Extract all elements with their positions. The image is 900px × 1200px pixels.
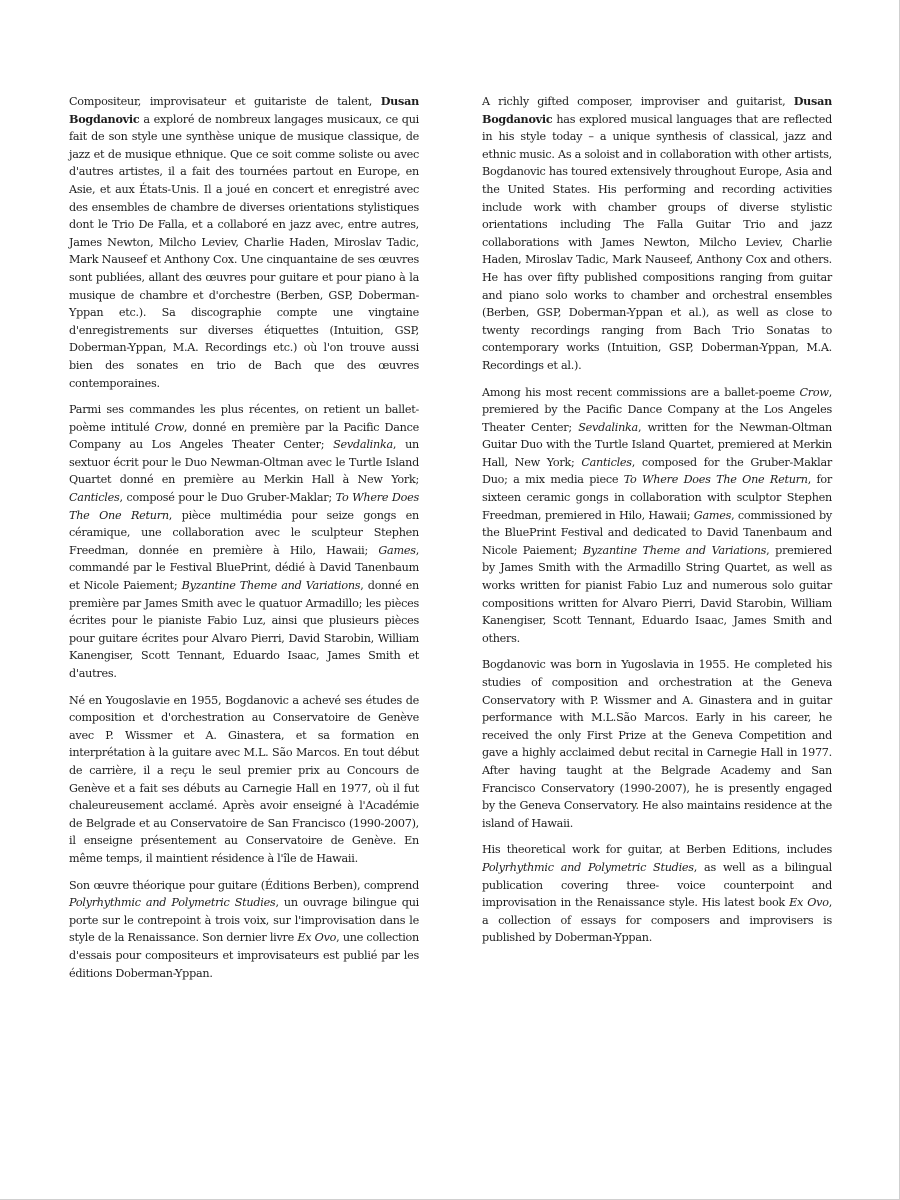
composer-name: Dusan Bogdanovic (482, 94, 832, 126)
english-paragraph-biography: Bogdanovic was born in Yugoslavia in 1955. He completed his studies of composition and orchestration at the Geneva Conservatory with P. Wissmer and A. Ginastera and in guitar performance with M.L.São Marcos. Early in his career, he received the only First Prize at the Geneva Competition and gave a highly acclaimed debut recital in Carnegie Hall in 1977. After having taught at the Belgrade Academy and San Francisco Conservatory (1990-2007), he is presently engaged by the Geneva Conservatory. He also maintains residence at the island of Hawaii. (482, 658, 832, 830)
work-title: To Where Does The One Return (69, 491, 419, 522)
french-paragraph-biography: Né en Yougoslavie en 1955, Bogdanovic a achevé ses études de composition et d'orchestration au Conservatoire de Genève avec P. Wissmer et A. Ginastera, et sa formation en interprétation à la guitare avec M.L. São Marcos. En tout début de carrière, il a reçu le seul premier prix au Concours de Genève et a fait ses débuts au Carnegie Hall en 1977, où il fut chaleureusement acclamé. Après avoir enseigné à l'Académie de Belgrade et au Conservatoire de San Francisco (1990-2007), il enseigne présentement au Conservatoire de Genève. En même temps, il maintient résidence à l'île de Hawaii. (69, 693, 419, 865)
text-span: A richly gifted composer, improviser and guitarist, (482, 95, 794, 108)
composer-name: Dusan Bogdanovic (69, 94, 419, 126)
work-title: Games (693, 508, 732, 522)
work-title: Byzantine Theme and Variations (181, 579, 361, 593)
work-title: To Where Does The One Return (623, 473, 808, 487)
work-title: Crow (154, 420, 184, 434)
french-paragraph-intro (69, 93, 419, 392)
english-column (482, 93, 832, 956)
text-span: Among his most recent commissions are a ballet-poeme (482, 385, 800, 399)
text-span: , as well as a bilingual publication covering three- voice counterpoint and improvisation in the Renaissance style. His latest book (482, 860, 832, 910)
text-span: , commissioned by the BluePrint Festival and dedicated to David Tanenbaum and Nicole Paiement; (482, 508, 832, 557)
text-span: , composed for the Gruber-Maklar Duo; a mix media piece (482, 455, 832, 487)
text-span: , donné en première par la Pacific Dance Company au Los Angeles Theater Center; (69, 420, 419, 452)
work-title: Sevdalinka (578, 420, 638, 434)
text-span: His theoretical work for guitar, at Berben Editions, includes (482, 843, 832, 857)
text-span: Compositeur, improvisateur et guitariste de talent, (69, 95, 381, 108)
text-span: , donné en première par James Smith avec le quatuor Armadillo; les pièces écrites pour le pianiste Fabio Luz, ainsi que plusieurs pièces pour guitare écrites pour Alvaro Pierri, David Starobin, William Kanengiser, Scott Tennant, Eduardo Isaac, James Smith et d'autres. (69, 579, 419, 680)
work-title: Byzantine Theme and Variations (582, 543, 767, 557)
book-title: Ex Ovo (297, 931, 337, 945)
french-column (69, 93, 419, 991)
text-span: , written for the Newman-Oltman Guitar Duo with the Turtle Island Quartet, premiered at Merkin Hall, New York; (482, 420, 833, 469)
text-span: , premiered by James Smith with the Armadillo String Quartet, as well as works written for pianist Fabio Luz and numerous solo guitar compositions written for Alvaro Pierri, David Starobin, William Kanengiser, Scott Tennant, Eduardo Isaac, James Smith and others. (482, 543, 832, 645)
work-title: Games (378, 543, 416, 557)
text-span: Parmi ses commandes les plus récentes, on retient un ballet-poème intitulé (69, 403, 419, 434)
text-span: , un sextuor écrit pour le Duo Newman-Oltman avec le Turtle Island Quartet donné en première au Merkin Hall à New York; (69, 438, 419, 487)
work-title: Canticles (581, 455, 632, 469)
book-title: Polyrhythmic and Polymetric Studies (69, 896, 276, 910)
english-paragraph-theory (482, 841, 832, 947)
text-span: a exploré de nombreux langages musicaux, ce qui fait de son style une synthèse unique de musique classique, de jazz et de musique ethnique. Que ce soit comme soliste ou avec d'autres artistes, il a fait des tournées partout en Europe, en Asie, et aux États-Unis. Il a joué en concert et enregistré avec des ensembles de chambre de diverses orientations stylistiques dont le Trio De Falla, et a collaboré en jazz avec, entre autres, James Newton, Milcho Leviev, Charlie Haden, Miroslav Tadic, Mark Nauseef et Anthony Cox. Une cinquantaine de ses œuvres sont publiées, allant des œuvres pour guitare et pour piano à la musique de chambre et d'orchestre (Berben, GSP, Doberman-Yppan etc.). Sa discographie compte une vingtaine d'enregistrements sur diverses étiquettes (Intuition, GSP, Doberman-Yppan, M.A. Recordings etc.) où l'on trouve aussi bien des sonates en trio de Bach que des œuvres contemporaines. (69, 112, 419, 390)
french-paragraph-commissions (69, 401, 419, 683)
text-span: , une collection d'essais pour compositeurs et improvisateurs est publié par les éditions Doberman-Yppan. (69, 931, 419, 980)
work-title: Crow (799, 385, 829, 399)
english-paragraph-commissions (482, 384, 832, 648)
work-title: Canticles (69, 491, 120, 505)
text-span: , un ouvrage bilingue qui porte sur le contrepoint à trois voix, sur l'improvisation dans le style de la Renaissance. Son dernier livre (69, 896, 419, 945)
text-span: , premiered by the Pacific Dance Company at the Los Angeles Theater Center; (482, 385, 832, 434)
text-span: Son œuvre théorique pour guitare (Éditions Berben), comprend (69, 878, 419, 892)
text-span: , a collection of essays for composers and improvisers is published by Doberman-Yppan. (482, 896, 832, 945)
text-span: , composé pour le Duo Gruber-Maklar; (119, 491, 336, 505)
text-span: , for sixteen ceramic gongs in collaboration with sculptor Stephen Freedman, premiered in Hilo, Hawaii; (482, 473, 832, 522)
text-span: , commandé par le Festival BluePrint, dédié à David Tanenbaum et Nicole Paiement; (69, 543, 419, 593)
book-title: Ex Ovo (789, 896, 829, 910)
book-title: Polyrhythmic and Polymetric Studies (482, 860, 694, 874)
english-paragraph-intro (482, 93, 832, 375)
work-title: Sevdalinka (333, 438, 393, 452)
text-span: , pièce multimédia pour seize gongs en céramique, une collaboration avec le sculpteur Stephen Freedman, donnée en première à Hilo, Hawaii; (69, 508, 419, 557)
text-span: has explored musical languages that are reflected in his style today – a unique synthesis of classical, jazz and ethnic music. As a soloist and in collaboration with other artists, Bogdanovic has toured extensively throughout Europe, Asia and the United States. His performing and recording activities include work with chamber groups of diverse stylistic orientations including The Falla Guitar Trio and jazz collaborations with James Newton, Milcho Leviev, Charlie Haden, Miroslav Tadic, Mark Nauseef, Anthony Cox and others. He has over fifty published compositions ranging from guitar and piano solo works to chamber and orchestral ensembles (Berben, GSP, Doberman-Yppan et al.), as well as close to twenty recordings ranging from Bach Trio Sonatas to contemporary works (Intuition, GSP, Doberman-Yppan, M.A. Recordings et al.). (482, 112, 832, 372)
french-paragraph-theory (69, 877, 419, 983)
